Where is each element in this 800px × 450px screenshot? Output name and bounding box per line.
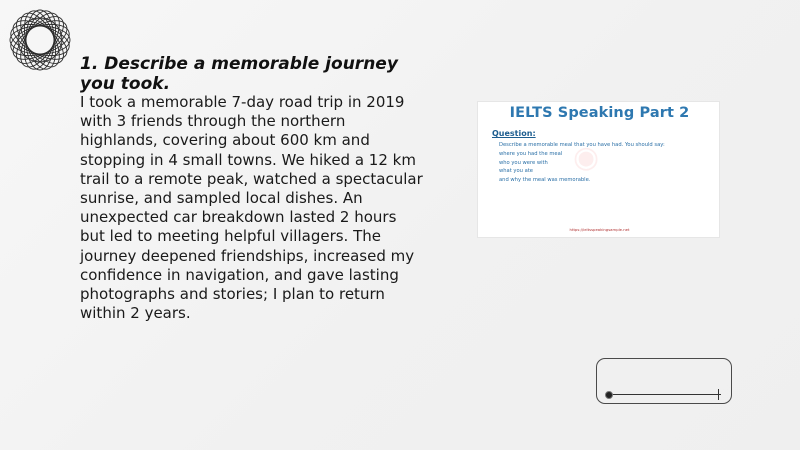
spirograph-logo-icon [4,4,76,76]
page-title: 1. Describe a memorable journey you took. [80,54,398,94]
thumbnail-line: who you were with [499,159,548,166]
answer-paragraph: I took a memorable 7-day road trip in 2019 with 3 friends through the northern highlands, covering about 600 km and stopping in 4 small towns. We hiked a 12 km trail to a remote peak, watched a spectacular sunrise, and sampled local dishes. An unexpected car breakdown lasted 2 hours but led to meeting helpful villagers. The journey deepened friendships, increased my confidence in navigation, and gave lasting photographs and stories; I plan to return within 2 years. [80,93,423,323]
thumbnail-question-label: Question: [492,129,536,138]
thumbnail-line: and why the meal was memorable. [499,177,591,184]
thumbnail-line: Describe a memorable meal that you have had. You should say: [499,142,665,148]
thumbnail-watermark: ◉ [573,140,600,175]
thumbnail-question-lines [499,141,714,185]
thumbnail-line: what you ate [499,168,533,175]
thumbnail-line: where you had the meal [499,150,563,157]
thumbnail-footer-url: https://ieltsspeakingsample.net [569,227,630,232]
play-dot-icon[interactable] [605,391,613,399]
ielts-thumbnail-image[interactable] [477,101,720,238]
thumbnail-title: IELTS Speaking Part 2 [509,105,690,121]
audio-player[interactable] [596,358,732,404]
seek-bar[interactable] [609,394,721,395]
seek-end-marker [718,389,719,400]
